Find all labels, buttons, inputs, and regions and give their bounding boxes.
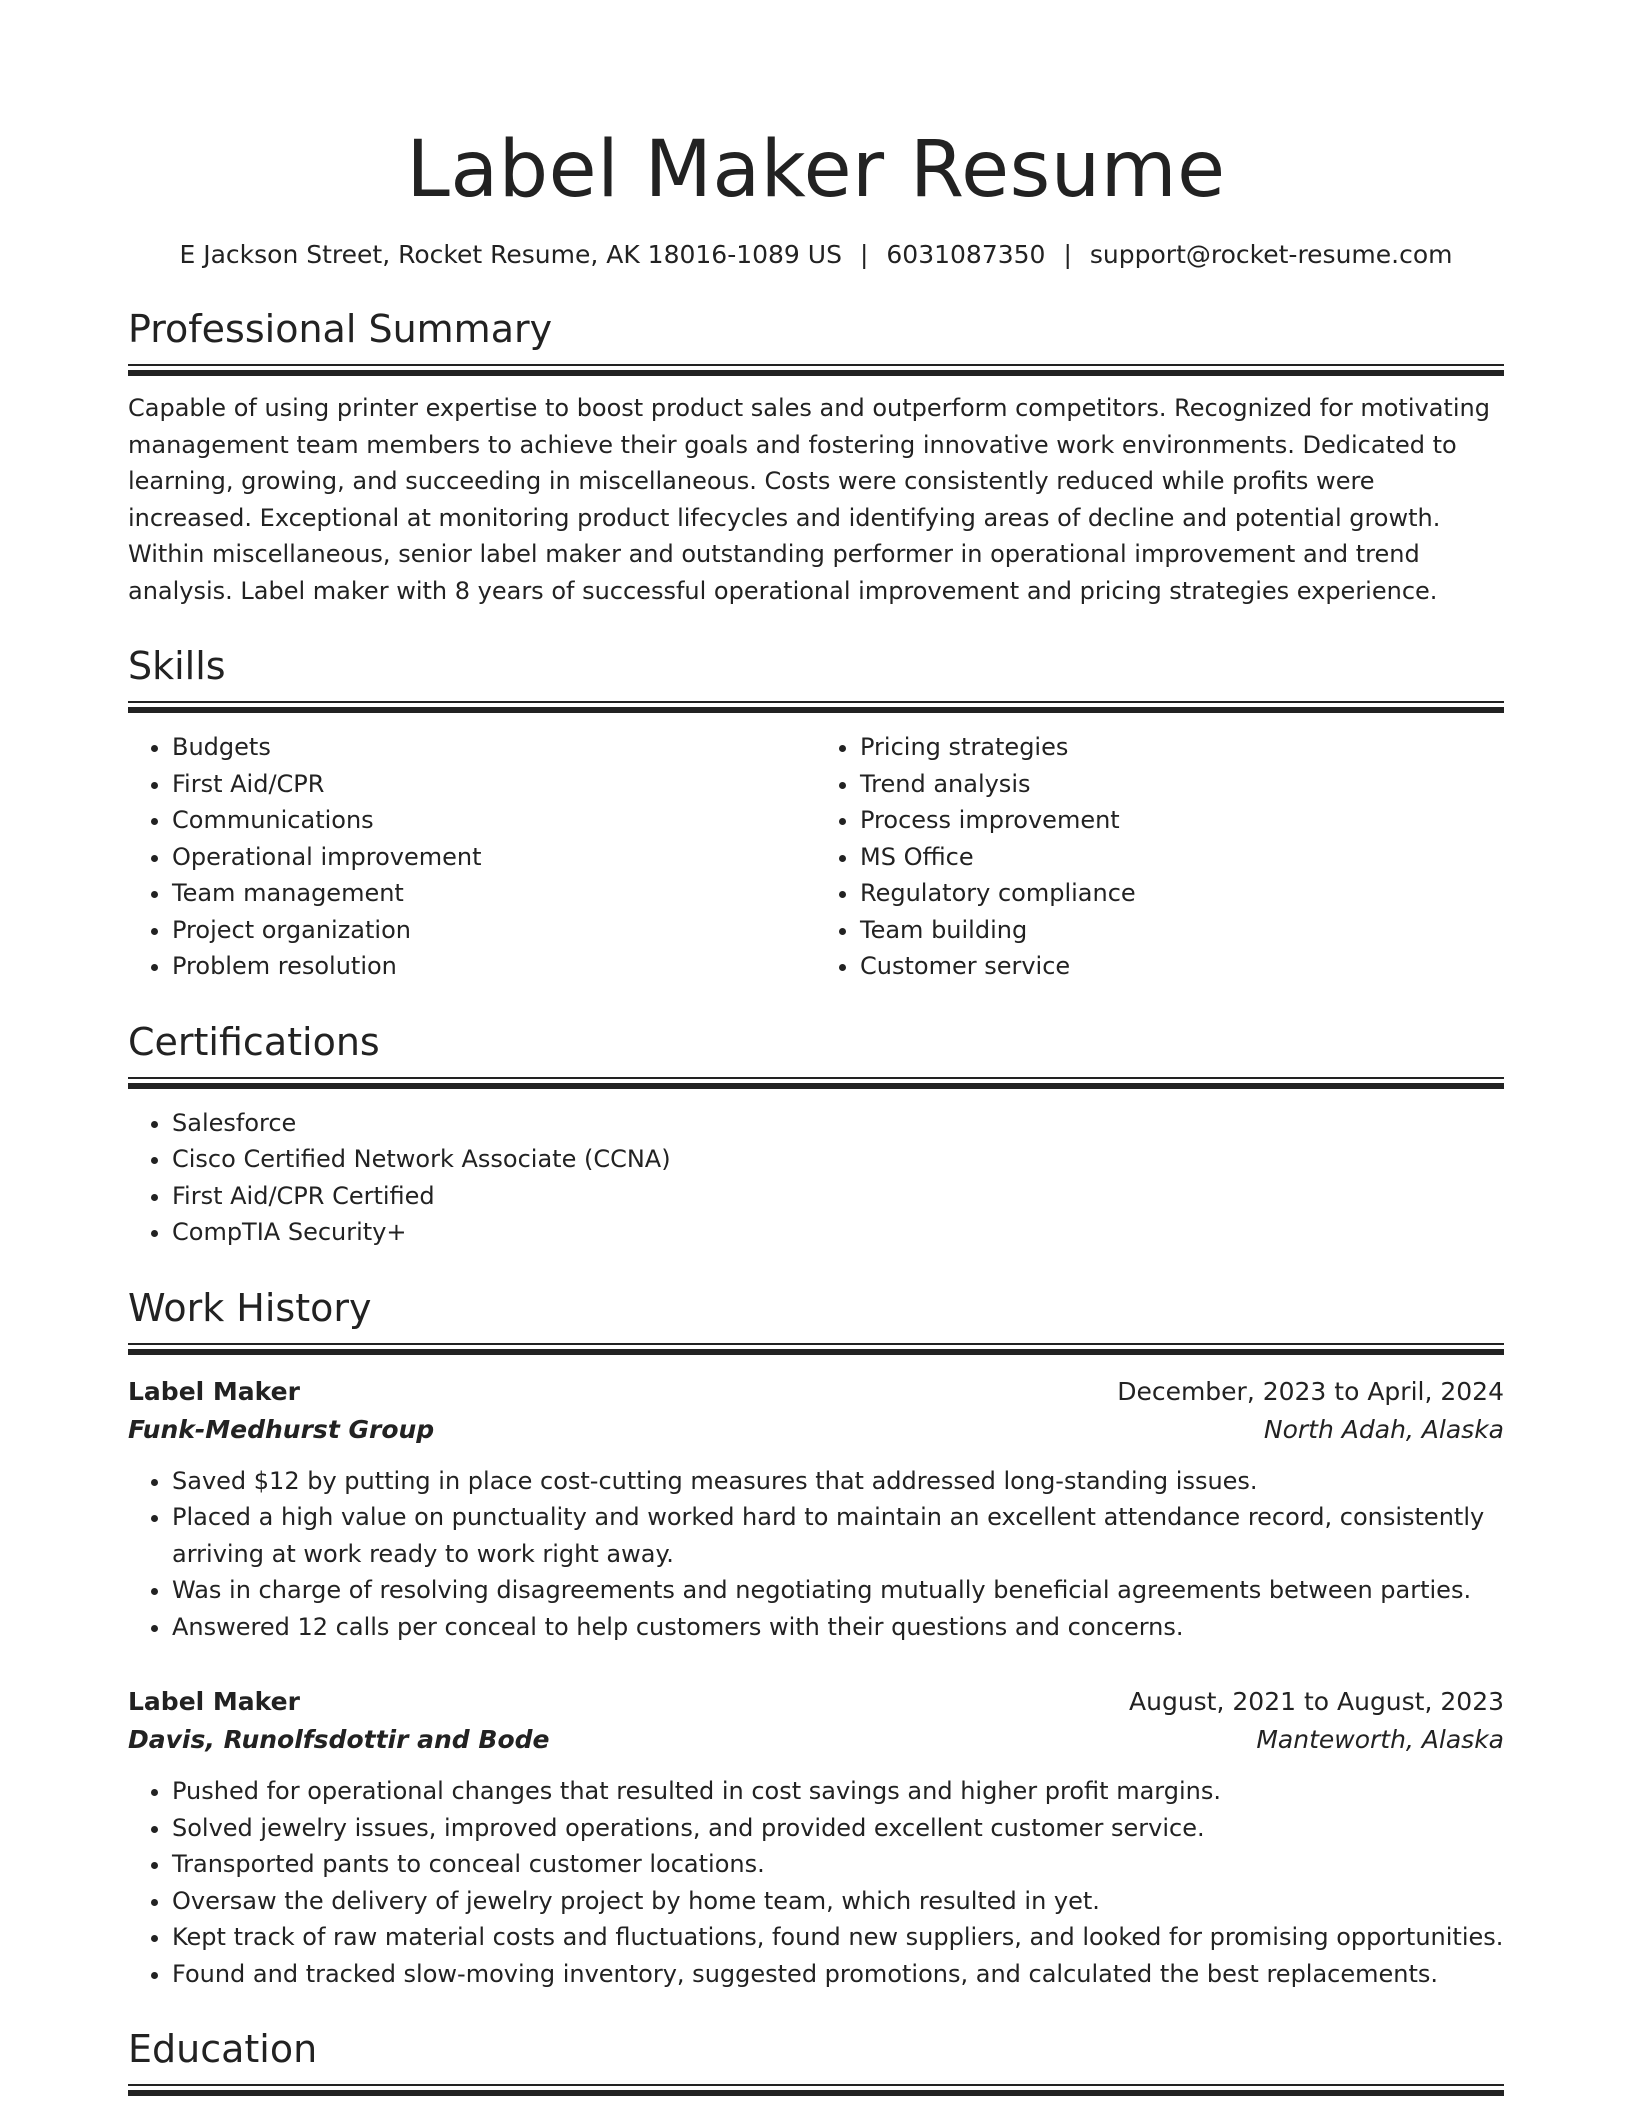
job-location: Manteworth, Alaska <box>1256 1725 1504 1754</box>
job-bullets <box>128 1773 1504 1992</box>
section-divider <box>128 1077 1504 1089</box>
contact-separator: | <box>1063 240 1072 269</box>
job-bullet: • Found and tracked slow-moving inventory, suggested promotions, and calculated the best replacements. <box>172 1956 1504 1993</box>
job-bullet: • Was in charge of resolving disagreements and negotiating mutually beneficial agreements between parties. <box>172 1572 1504 1609</box>
job-header-row <box>128 1683 1504 1721</box>
job-bullets <box>128 1463 1504 1646</box>
section-divider <box>128 364 1504 376</box>
certification-item: • Salesforce <box>172 1105 1504 1142</box>
contact-separator: | <box>859 240 869 269</box>
work-history-section <box>128 1283 1504 1993</box>
skill-item: • Problem resolution <box>172 948 816 985</box>
job-title: Label Maker <box>128 1376 300 1406</box>
job-location: North Adah, Alaska <box>1263 1414 1504 1444</box>
skill-item: • Customer service <box>860 948 1504 985</box>
job-dates: December, 2023 to April, 2024 <box>1117 1376 1504 1406</box>
skills-list-right <box>816 729 1504 985</box>
contact-phone: 6031087350 <box>886 240 1046 269</box>
job-entry <box>128 1683 1504 1992</box>
certifications-list <box>128 1105 1504 1251</box>
education-heading: Education <box>128 2027 318 2071</box>
skill-item: • Communications <box>172 802 816 839</box>
skills-columns <box>128 713 1504 985</box>
skills-heading: Skills <box>128 644 226 688</box>
skill-item: • MS Office <box>860 839 1504 876</box>
job-bullet: • Placed a high value on punctuality and worked hard to maintain an excellent attendance record, consistently arriving at work ready to work right away. <box>172 1499 1504 1572</box>
skill-item: • Pricing strategies <box>860 729 1504 766</box>
skill-item: • Project organization <box>172 912 816 949</box>
skill-item: • Operational improvement <box>172 839 816 876</box>
resume-title: Label Maker Resume <box>406 125 1226 215</box>
section-divider <box>128 701 1504 713</box>
summary-heading: Professional Summary <box>128 307 553 351</box>
skill-item: • Trend analysis <box>860 766 1504 803</box>
contact-line <box>128 238 1504 272</box>
job-dates: August, 2021 to August, 2023 <box>1129 1687 1504 1716</box>
job-header-row <box>128 1373 1504 1411</box>
summary-section <box>128 304 1504 609</box>
skill-item: • Team building <box>860 912 1504 949</box>
job-bullet: • Saved $12 by putting in place cost-cutting measures that addressed long-standing issues. <box>172 1463 1504 1500</box>
job-bullet: • Answered 12 calls per conceal to help customers with their questions and concerns. <box>172 1609 1504 1646</box>
skills-section <box>128 641 1504 985</box>
skills-list-left <box>128 729 816 985</box>
skill-item: • First Aid/CPR <box>172 766 816 803</box>
job-bullet: • Solved jewelry issues, improved operations, and provided excellent customer service. <box>172 1810 1504 1847</box>
certification-item: • Cisco Certified Network Associate (CCNA) <box>172 1141 1504 1178</box>
job-bullet: • Transported pants to conceal customer locations. <box>172 1846 1504 1883</box>
skill-item: • Regulatory compliance <box>860 875 1504 912</box>
job-company-row <box>128 1721 1504 1759</box>
work-history-heading: Work History <box>128 1285 372 1330</box>
job-bullet: • Oversaw the delivery of jewelry project by home team, which resulted in yet. <box>172 1883 1504 1920</box>
skill-item: • Team management <box>172 875 816 912</box>
certification-item: • CompTIA Security+ <box>172 1214 1504 1251</box>
job-title: Label Maker <box>128 1687 300 1716</box>
job-company: Funk-Medhurst Group <box>128 1414 435 1444</box>
job-company-row <box>128 1411 1504 1449</box>
section-divider <box>128 1343 1504 1355</box>
skill-item: • Process improvement <box>860 802 1504 839</box>
section-divider <box>128 2084 1504 2096</box>
certifications-heading: Certifications <box>128 1019 380 1064</box>
education-section <box>128 2024 1504 2096</box>
job-bullet: • Kept track of raw material costs and fluctuations, found new suppliers, and looked for promising opportunities. <box>172 1919 1504 1956</box>
contact-address: E Jackson Street, Rocket Resume, AK 18016-1089 US <box>179 240 842 269</box>
job-company: Davis, Runolfsdottir and Bode <box>128 1725 550 1754</box>
summary-text: Capable of using printer expertise to boost product sales and outperform competitors. Recognized for motivating management team members to achieve their goals and fostering innovative work environments. Dedicated to learning, growing, and succeeding in miscellaneous. Costs were consistently reduced while profits were increased. Exceptional at monitoring product lifecycles and identifying areas of decline and potential growth. Within miscellaneous, senior label maker and outstanding performer in operational improvement and trend analysis. Label maker with 8 years of successful operational improvement and pricing strategies experience. <box>128 394 1490 605</box>
certifications-section <box>128 1017 1504 1251</box>
job-entry <box>128 1373 1504 1646</box>
certification-item: • First Aid/CPR Certified <box>172 1178 1504 1215</box>
skill-item: • Budgets <box>172 729 816 766</box>
contact-email: support@rocket-resume.com <box>1089 240 1453 269</box>
job-bullet: • Pushed for operational changes that resulted in cost savings and higher profit margins. <box>172 1773 1504 1810</box>
